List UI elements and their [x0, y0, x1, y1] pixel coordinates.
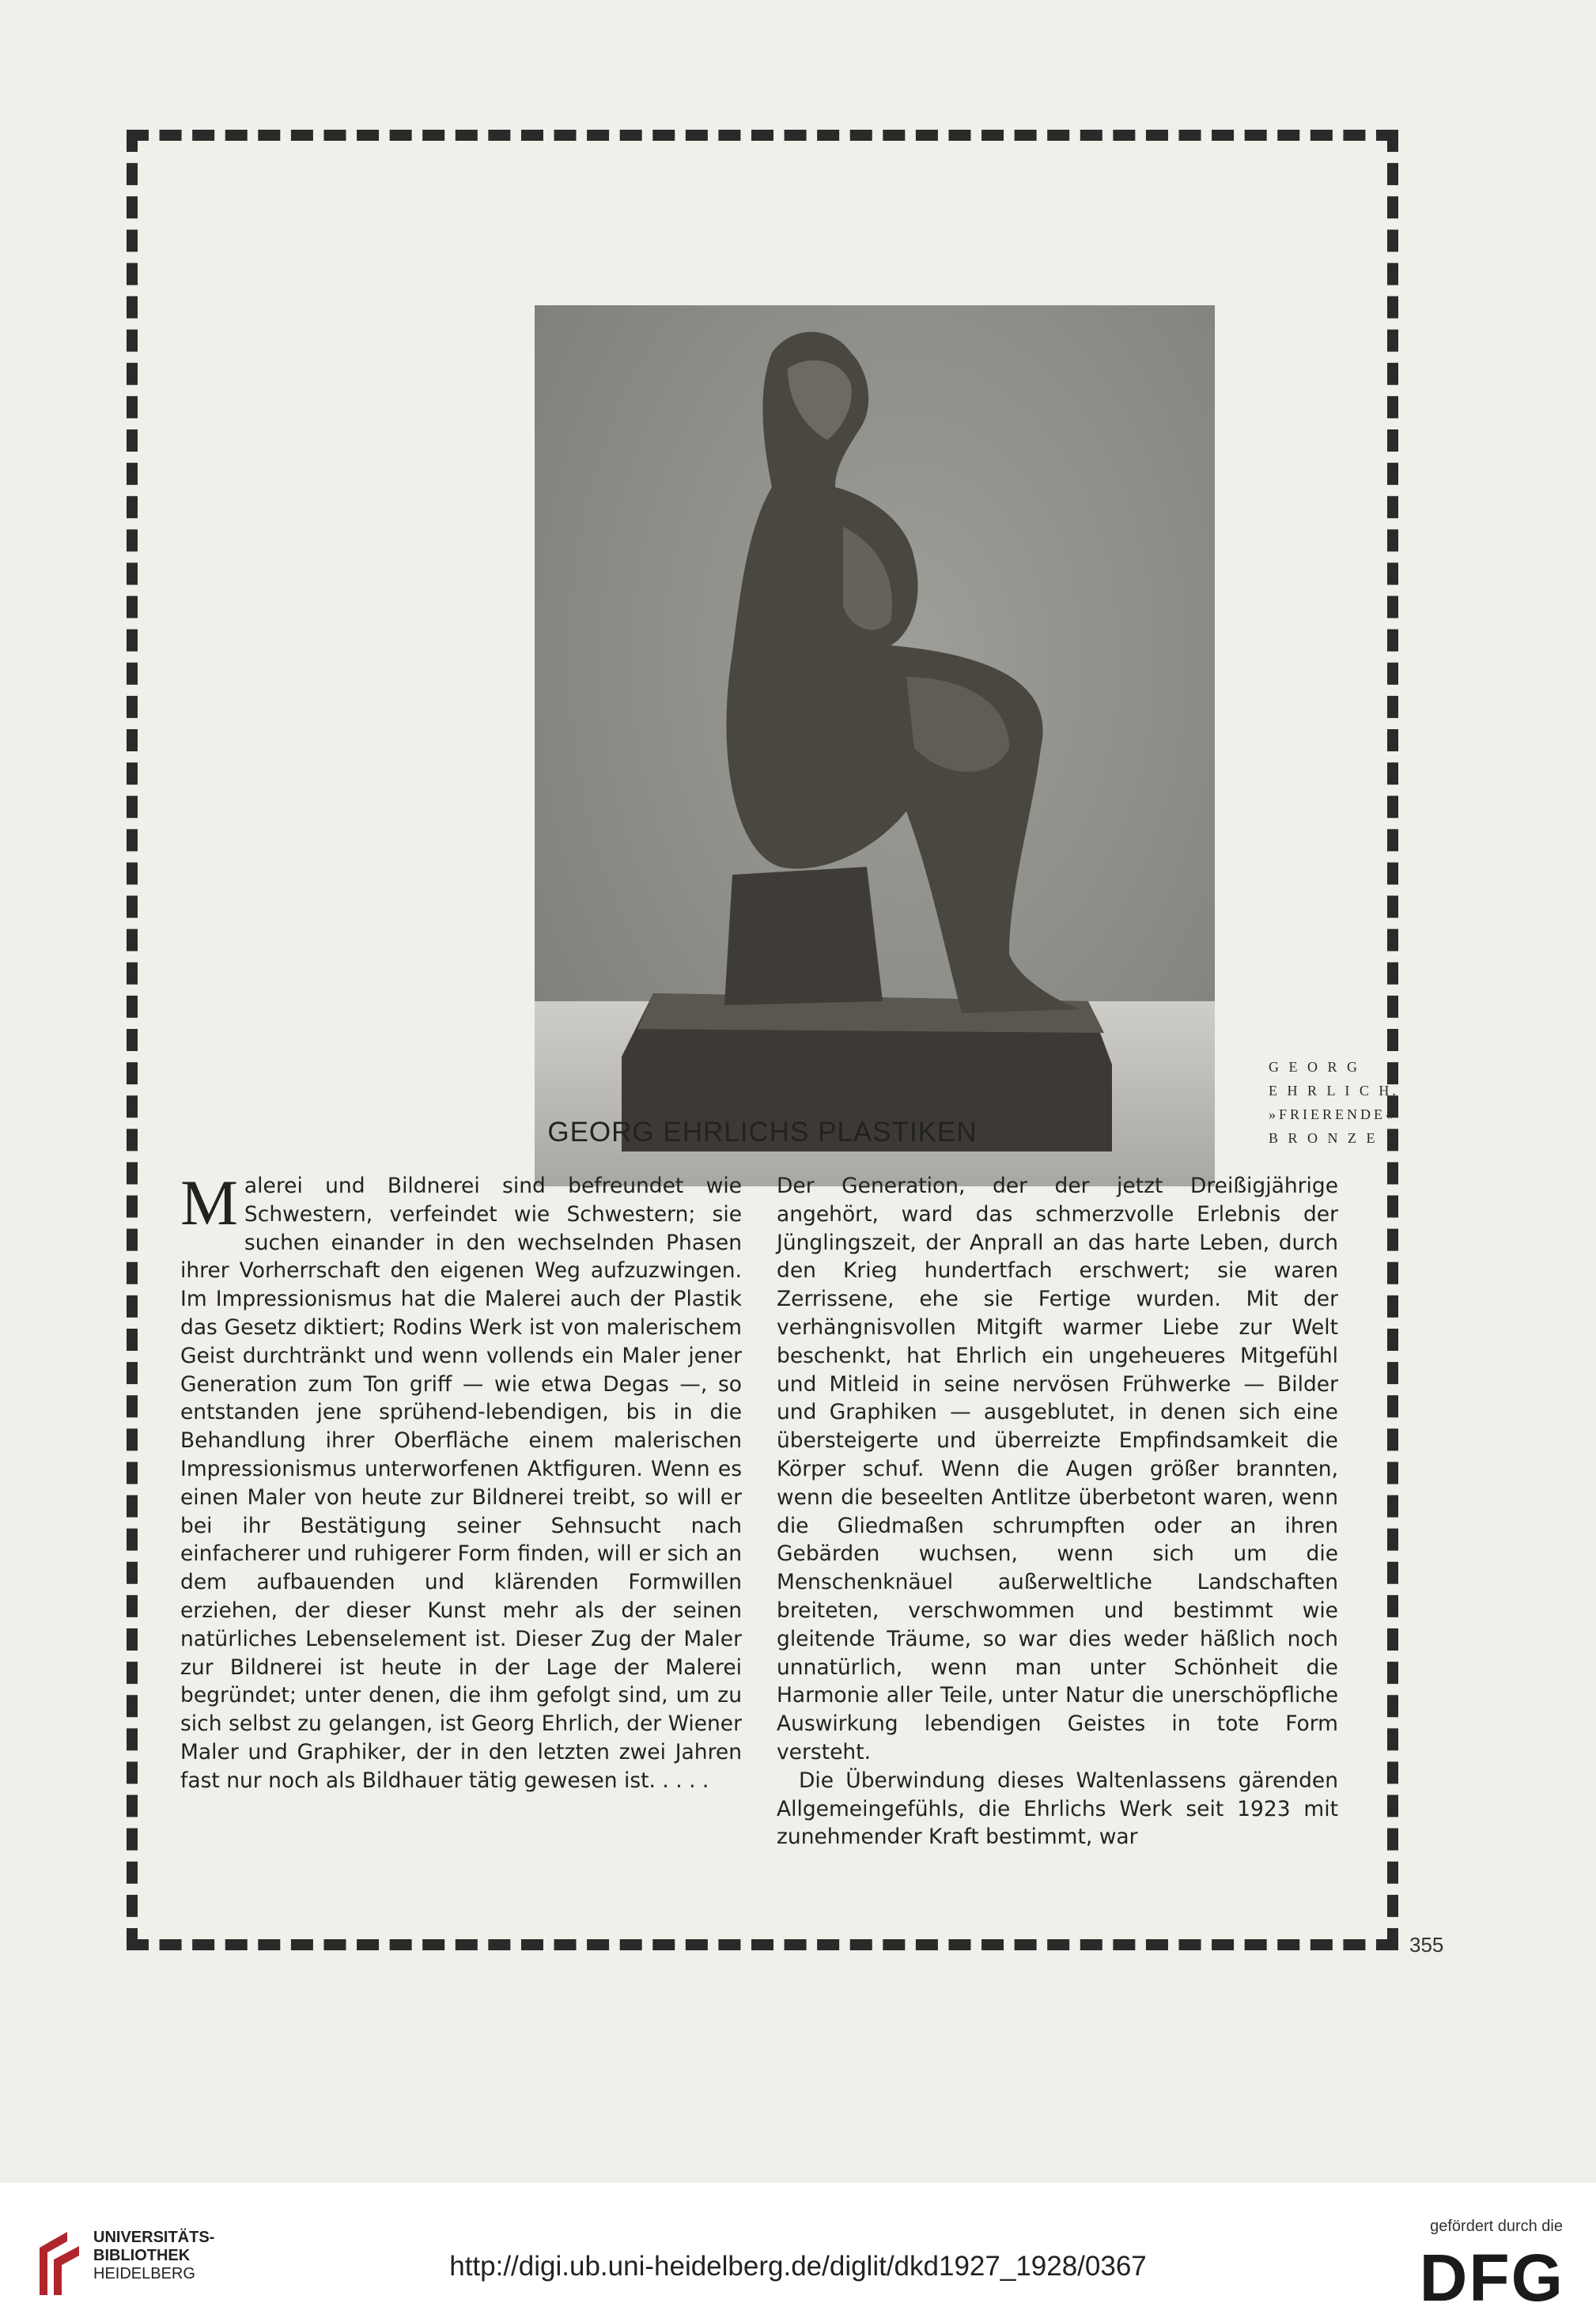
- article-title: GEORG EHRLICHS PLASTIKEN: [547, 1117, 978, 1148]
- dfg-logo: DFG: [1419, 2241, 1564, 2315]
- digital-url[interactable]: http://digi.ub.uni-heidelberg.de/diglit/dkd1927_1928/0367: [449, 2251, 1147, 2282]
- drop-cap: M: [180, 1167, 238, 1239]
- left-paragraph: [180, 1167, 742, 1795]
- page-number: 355: [1409, 1933, 1444, 1957]
- right-paragraph: Die Überwindung dieses Waltenlassens gärenden Allgemeingefühls, die Ehrlichs Werk seit 1923 mit zunehmender Kraft bestimmt, war: [777, 1768, 1338, 1850]
- right-column: [777, 1172, 1338, 1851]
- sculpture-photo: [535, 305, 1215, 1186]
- left-body-text: alerei und Bildnerei sind befreundet wie Schwestern, verfeindet wie Schwestern; sie suchen einander in den wechselnden Phasen ihrer Vorherrschaft den eigenen Weg aufzuzwingen. Im Impressionismus hat die Malerei auch der Plastik das Gesetz diktiert; Rodins Werk ist von malerischem Geist durchtränkt und wenn vollends ein Maler jener Generation zum Ton griff — wie etwa Degas —, so entstanden jene sprühend-lebendigen, bis in die Behandlung ihrer Oberfläche einem malerischen Impressionismus unterworfenen Aktfiguren. Wenn es einen Maler von heute zur Bildnerei treibt, so will er bei ihr Bestätigung seiner Sehnsucht nach einfacherer und ruhigerer Form finden, will er sich an dem aufbauenden und klärenden Formwillen erziehen, der dieser Kunst mehr als der seinen natürliches Lebenselement ist. Dieser Zug der Maler zur Bildnerei ist heute in der Lage der Malerei begründet; unter denen, die ihm gefolgt sind, um zu sich selbst zu gelangen, ist Georg Ehrlich, der Wiener Maler und Graphiker, der in den letzten zwei Jahren fast nur noch als Bildhauer tätig gewesen ist. . . . .: [180, 1174, 742, 1793]
- institution-line: HEIDELBERG: [93, 2265, 195, 2282]
- caption-line: G E O R G: [1269, 1059, 1360, 1075]
- caption-line: B R O N Z E: [1269, 1130, 1379, 1146]
- left-column: [180, 1167, 742, 1795]
- institution-line: BIBLIOTHEK: [93, 2247, 191, 2264]
- caption-line: »FRIERENDE«: [1269, 1106, 1396, 1122]
- caption-line: E H R L I C H.: [1269, 1083, 1399, 1099]
- sculpture-silhouette: [535, 305, 1215, 1186]
- institution-line: UNIVERSITÄTS-: [93, 2229, 215, 2246]
- right-paragraph: Der Generation, der der jetzt Dreißigjährige angehört, ward das schmerzvolle Erlebnis der Jünglingszeit, der Anprall an das harte Leben, durch den Krieg hundertfach erschwert; sie waren Zerrissene, ehe sie Fertige wurden. Mit der verhängnisvollen Mitgift warmer Liebe zur Welt beschenkt, hat Ehrlich ein ungeheueres Mitgefühl und Mitleid in seine nervösen Frühwerke — Bilder und Graphiken — ausgeblutet, in denen sich eine übersteigerte und überreizte Empfindsamkeit die Körper schuf. Wenn die Augen größer brannten, wenn die beseelten Antlitze überbetont waren, wenn die Gliedmaßen schrumpften oder an ihren Gebärden wuchsen, wenn sich um die Menschenknäuel außerweltliche Landschaften breiteten, verschwommen und bestimmt wie gleitende Träume, so war dies weder häßlich noch unnatürlich, wenn man unter Schönheit die Harmonie aller Teile, unter Natur die unerschöpfliche Auswirkung lebendigen Geistes in tote Form versteht.: [777, 1174, 1338, 1764]
- footer-bar: [0, 2183, 1596, 2322]
- funded-by-label: gefördert durch die: [1430, 2218, 1563, 2235]
